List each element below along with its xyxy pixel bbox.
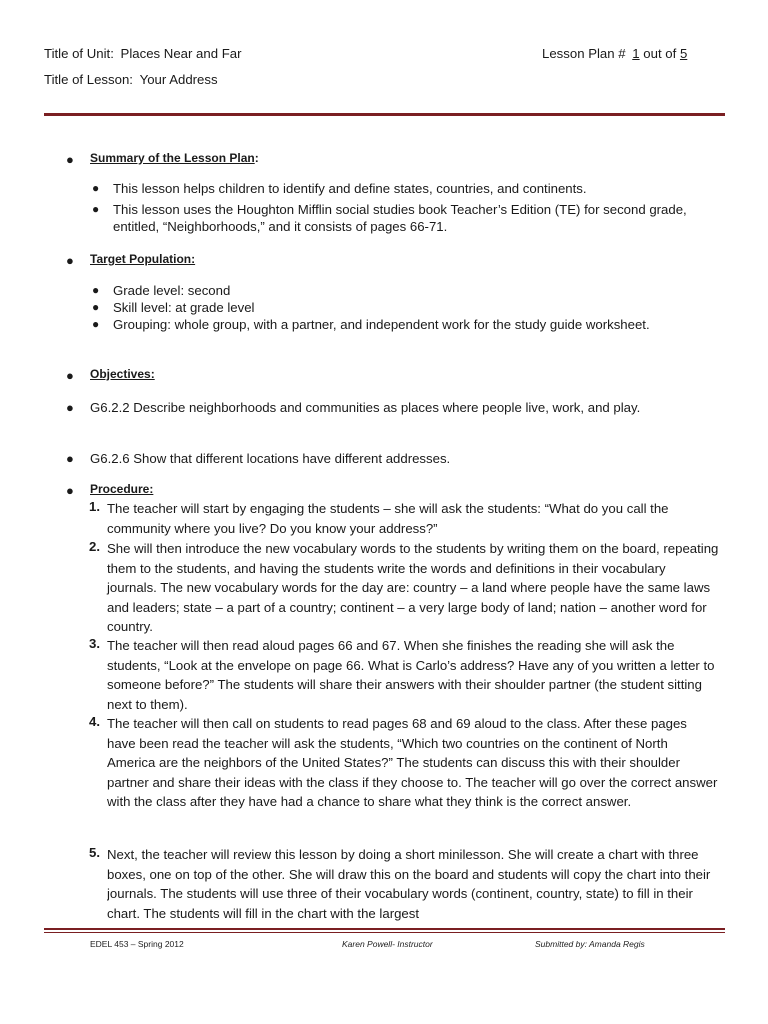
- step-number: 1.: [89, 499, 100, 514]
- unit-title: [44, 46, 242, 61]
- list-item: Skill level: at grade level: [113, 300, 255, 315]
- lesson-plan-number: [542, 46, 687, 61]
- step-number: 3.: [89, 636, 100, 651]
- bullet-icon: ●: [66, 483, 74, 498]
- procedure-step: The teacher will then read aloud pages 66 and 67. When she finishes the reading she will ask the students, “Look at the envelope on page 66. What is Carlo’s address? Have any of you written a letter to someone before?” The students will share their answers with their shoulder partner (the student sitting next to them).: [107, 638, 715, 712]
- step-number: 5.: [89, 845, 100, 860]
- summary-heading-colon: :: [254, 151, 259, 165]
- procedure-step: The teacher will then call on students to read pages 68 and 69 aloud to the class. After these pages have been read the teacher will ask the students, “Which two countries on the continent of North America are the neighbors of the United States?” The students can discuss this with their shoulder partner and share their ideas with the class if they choose to. The teacher will go over the correct answer with the class after they have had a chance to share what they think is the correct answer.: [107, 716, 718, 809]
- step-number: 4.: [89, 714, 100, 729]
- step-number: 2.: [89, 539, 100, 554]
- bullet-icon: ●: [92, 317, 100, 331]
- procedure-step: She will then introduce the new vocabulary words to the students by writing them on the board, repeating them to the students, and having the students write the words and definitions in their vocabulary journals. The new vocabulary words for the day are: country – a land where people have the same laws and leaders; state – a part of a country; continent – a very large body of land; nation – another word for country.: [107, 541, 719, 634]
- list-item: Grouping: whole group, with a partner, and independent work for the study guide worksheet.: [113, 317, 650, 332]
- bullet-icon: ●: [66, 400, 74, 415]
- procedure-step: Next, the teacher will review this lesson by doing a short minilesson. She will create a chart with three boxes, one on top of the other. She will draw this on the board and students will copy the chart into their journals. The students will use three of their vocabulary words (continent, country, state) to fill in their chart. The students will fill in the chart with the largest: [107, 847, 711, 921]
- plan-label: Lesson Plan #: [542, 46, 626, 61]
- lesson-value: Your Address: [139, 72, 218, 87]
- lesson-title: [44, 72, 218, 87]
- bullet-icon: ●: [92, 202, 100, 216]
- bullet-icon: ●: [92, 283, 100, 297]
- bullet-icon: ●: [66, 253, 74, 268]
- bullet-icon: ●: [66, 152, 74, 167]
- unit-label: Title of Unit:: [44, 46, 114, 61]
- list-item: This lesson uses the Houghton Mifflin social studies book Teacher’s Edition (TE) for second grade, entitled, “Neighborhoods,” and it consists of pages 66-71.: [113, 202, 687, 234]
- bullet-icon: ●: [66, 451, 74, 466]
- footer-instructor: Karen Powell- Instructor: [342, 939, 433, 949]
- bullet-icon: ●: [92, 300, 100, 314]
- list-item: This lesson helps children to identify and define states, countries, and continents.: [113, 181, 587, 196]
- procedure-heading: Procedure:: [90, 482, 154, 496]
- target-heading: Target Population:: [90, 252, 196, 266]
- list-item: Grade level: second: [113, 283, 231, 298]
- plan-total: 5: [679, 46, 688, 61]
- plan-number: 1: [632, 46, 640, 61]
- footer-submitted: Submitted by: Amanda Regis: [535, 939, 645, 949]
- objective-item: G6.2.6 Show that different locations have different addresses.: [90, 451, 451, 466]
- unit-value: Places Near and Far: [120, 46, 242, 61]
- bullet-icon: ●: [92, 181, 100, 195]
- lesson-label: Title of Lesson:: [44, 72, 133, 87]
- objectives-heading: Objectives:: [90, 367, 155, 381]
- objective-item: G6.2.2 Describe neighborhoods and communities as places where people live, work, and play.: [90, 400, 641, 415]
- procedure-step: The teacher will start by engaging the students – she will ask the students: “What do you call the community where you live? Do you know your address?”: [107, 501, 669, 536]
- footer-rule: [44, 932, 725, 933]
- plan-out-of: out of: [643, 46, 677, 61]
- summary-heading-text: Summary of the Lesson Plan: [90, 151, 255, 165]
- summary-heading: [90, 151, 259, 165]
- bullet-icon: ●: [66, 368, 74, 383]
- header-rule: [44, 113, 725, 116]
- footer-course: EDEL 453 – Spring 2012: [90, 939, 184, 949]
- footer-rule: [44, 928, 725, 930]
